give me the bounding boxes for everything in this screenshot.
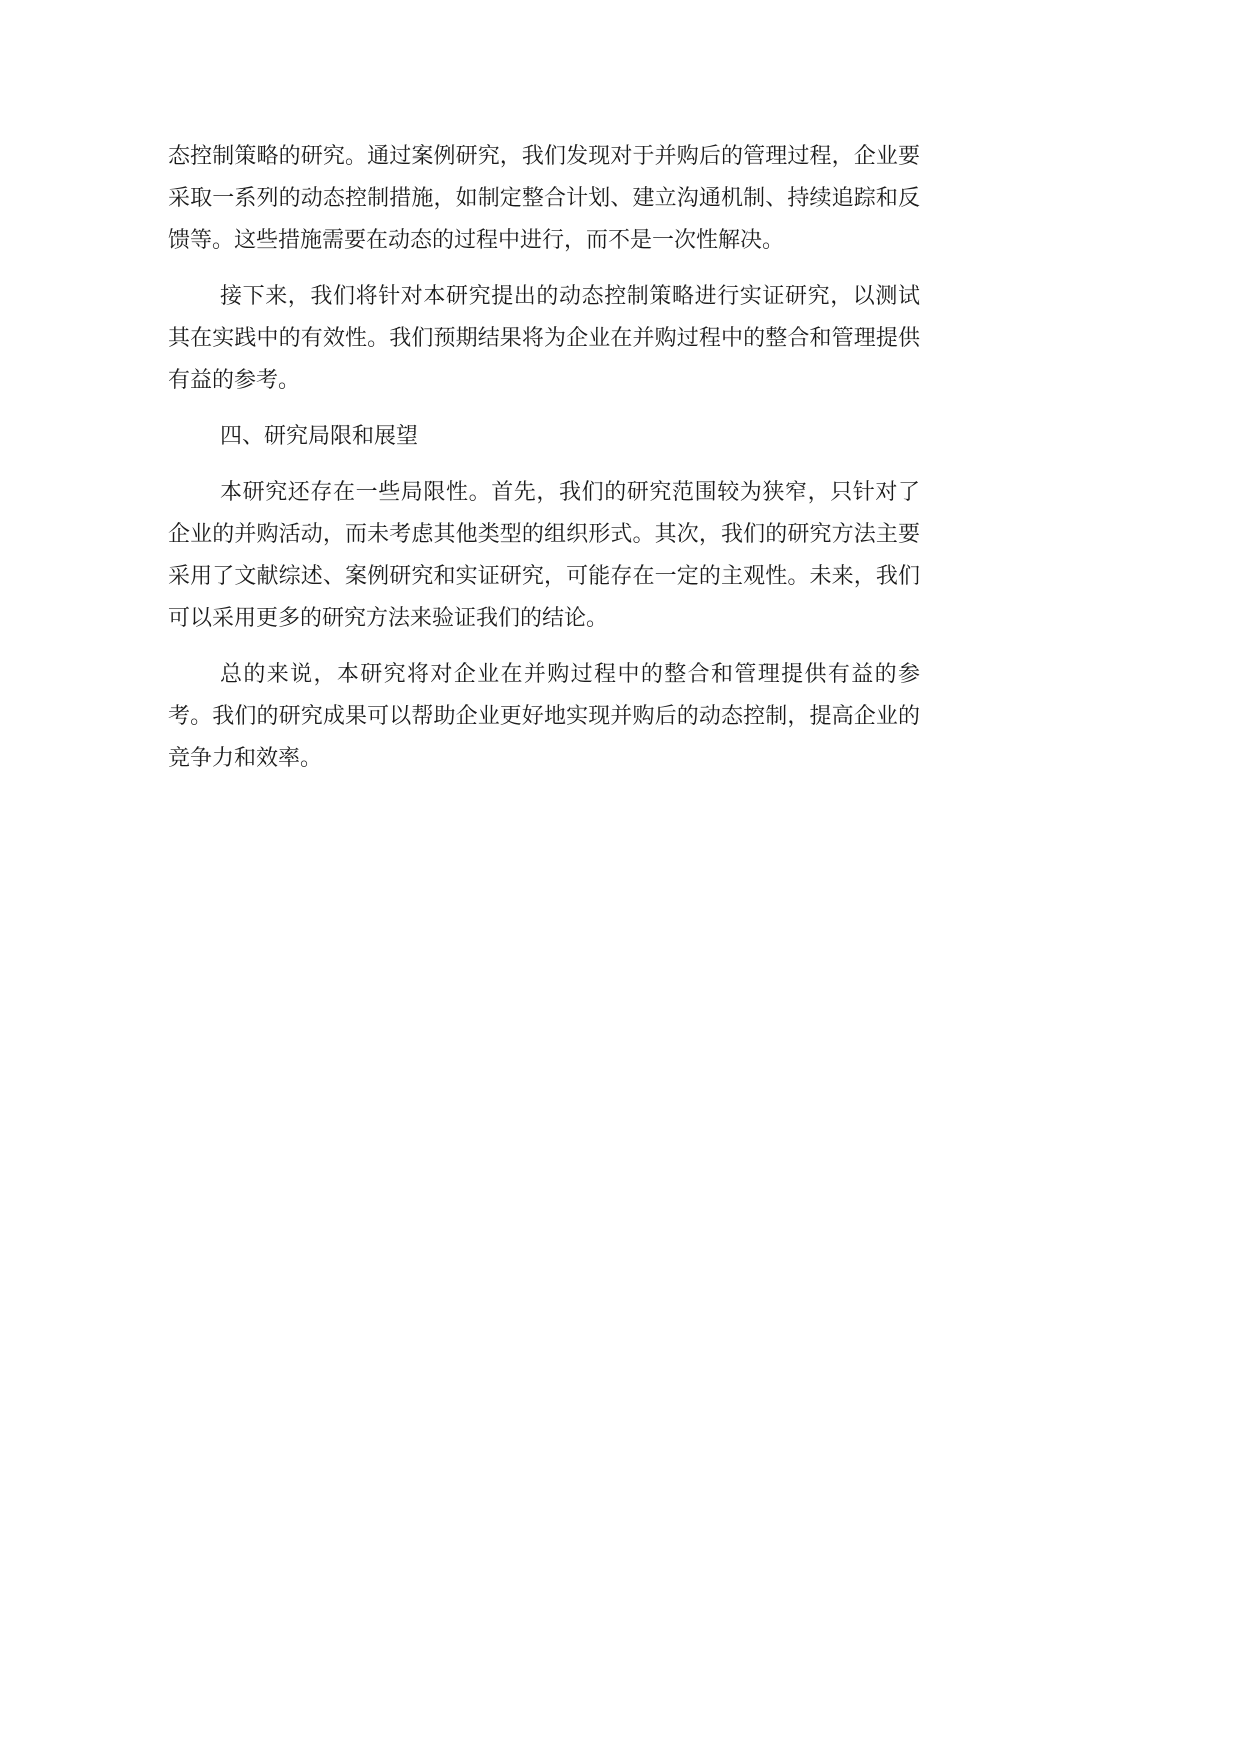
section-heading-limitations: 四、研究局限和展望	[220, 424, 419, 449]
paragraph-empirical-study: 接下来，我们将针对本研究提出的动态控制策略进行实证研究，以测试其在实践中的有效性。我们预期结果将为企业在并购过程中的整合和管理提供有益的参考。	[168, 284, 920, 393]
paragraph-limitations: 本研究还存在一些局限性。首先，我们的研究范围较为狭窄，只针对了企业的并购活动，而未考虑其他类型的组织形式。其次，我们的研究方法主要采用了文献综述、案例研究和实证研究，可能存在一定的主观性。未来，我们可以采用更多的研究方法来验证我们的结论。	[168, 480, 920, 631]
document-body	[168, 136, 920, 794]
paragraph-conclusion: 总的来说，本研究将对企业在并购过程中的整合和管理提供有益的参考。我们的研究成果可以帮助企业更好地实现并购后的动态控制，提高企业的竞争力和效率。	[168, 662, 920, 771]
paragraph-continuation: 态控制策略的研究。通过案例研究，我们发现对于并购后的管理过程，企业要采取一系列的动态控制措施，如制定整合计划、建立沟通机制、持续追踪和反馈等。这些措施需要在动态的过程中进行，而不是一次性解决。	[168, 144, 920, 253]
